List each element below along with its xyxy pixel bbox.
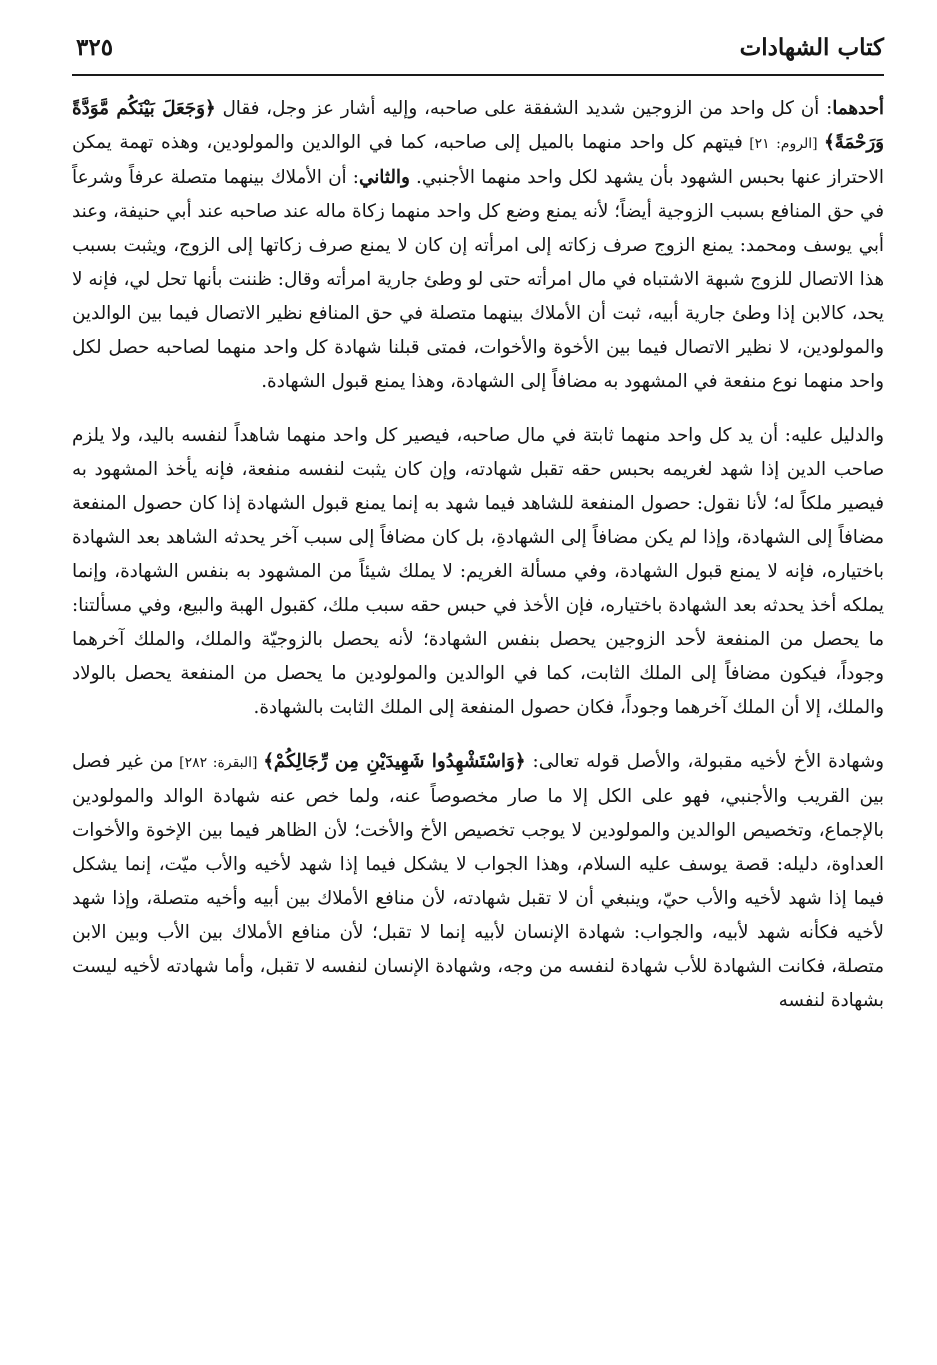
quran-verse-rum: ﴿وَجَعَلَ بَيْنَكُم مَّوَدَّةً وَرَحْمَةً﴾ [72, 98, 884, 153]
chapter-title: كتاب الشهادات [739, 34, 884, 61]
book-page [72, 30, 884, 1350]
verse-reference-baqarah: [البقرة: ٢٨٢] [173, 755, 264, 771]
page-number: ٣٢٥ [76, 34, 114, 61]
paragraph-3-text-a: وشهادة الأخ لأخيه مقبولة، والأصل قوله تعالى: [525, 751, 884, 772]
paragraph-1-text-c: : أن الأملاك بينهما متصلة عرفاً وشرعاً في حق المنافع بسبب الزوجية أيضاً؛ لأنه يمنع وضع كل واحد منهما زكاة ماله عند صاحبه عند أبي حنيفة، وعند أبي يوسف ومحمد: يمنع الزوج صرف زكاته إلى امرأته إن كان لا يمنع صرف زكاتها إلى الزوج، ويثبت بسبب هذا الاتصال للزوج شبهة الاشتباه في مال امرأته حتى لو وطئ جارية امرأته وقال: ظننت بأنها تحل لي، فإنه لا يحد، كالابن إذا وطئ جارية أبيه، ثبت أن الأملاك بينهما متصلة في حق المنافع نظير الاتصال فيما بين الوالدين والمولودين، لا نظير الاتصال فيما بين الأخوة والأخوات، فمتى قبلنا شهادة كل واحد منهما لصاحبه حصل لكل واحد منهما نوع منفعة في المشهود به مضافاً إلى الشهادة، وهذا يمنع قبول الشهادة. [72, 167, 884, 392]
quran-verse-baqarah: ﴿وَاسْتَشْهِدُوا شَهِيدَيْنِ مِن رِّجَالِكُمْ﴾ [263, 751, 526, 772]
paragraph-2: والدليل عليه: أن يد كل واحد منهما ثابتة في مال صاحبه، فيصير كل واحد منهما شاهداً لنفسه باليد، ولا يلزم صاحب الدين إذا شهد لغريمه بحبس حقه تقبل شهادته، وإن كان يثبت لنفسه منفعة، فإنه يأخذ المشهود به فيصير ملكاً له؛ لأنا نقول: حصول المنفعة للشاهد فيما شهد به إنما يمنع قبول الشهادة إذا كان حصول المنفعة مضافاً إلى الشهادة، وإذا لم يكن مضافاً إلى الشهادةِ، بل كان مضافاً إلى سبب آخر يحدثه الشاهد بعد الشهادة باختياره، فإنه لا يمنع قبول الشهادة، وفي مسألة الغريم: لا يملك شيئاً من المشهود به بنفس الشهادة، وإنما يملكه أخذ يحدثه بعد الشهادة باختياره، فإن الأخذ في حبس حقه سبب ملك، كقبول الهبة والبيع، وفي مسألتنا: ما يحصل من المنفعة لأحد الزوجين يحصل بنفس الشهادة؛ لأنه يحصل بالزوجيّة والملك، والملك آخرهما وجوداً، فيكون مضافاً إلى الملك الثابت، كما في الوالدين والمولودين ما يحصل من المنفعة يحصل بالولاد والملك، إلا أن الملك آخرهما وجوداً، فكان حصول المنفعة إلى الملك الثابت بالشهادة. [72, 425, 884, 718]
paragraph-3-text-b: من غير فصل بين القريب والأجنبي، فهو على الكل إلا ما صار مخصوصاً عنه، ولما خص عنه شهادة الوالد والمولودين بالإجماع، وتخصيص الوالدين والمولودين لا يوجب تخصيص الأخ والأخت؛ لأن الظاهر فيما بين الإخوة والأخوات العداوة، دليله: قصة يوسف عليه السلام، وهذا الجواب لا يشكل فيما إذا شهد لأخيه والأب ميّت، إنما يشكل فيما إذا شهد لأخيه والأب حيّ، وينبغي أن لا تقبل شهادته، لأن منافع الأملاك بين أبيه وأخيه متصلة، وإذا شهد لأخيه فكأنه شهد لأبيه، والجواب: شهادة الإنسان لأبيه إنما لا تقبل؛ لأن منافع الأملاك بين الأب وبين الابن متصلة، فكانت الشهادة للأب شهادة لنفسه من وجه، وشهادة الإنسان لنفسه لا تقبل، وأما شهادته لأخيه ليست بشهادة لنفسه [72, 751, 884, 1011]
running-header [72, 30, 884, 76]
paragraph-1-text-b: فيتهم كل واحد منهما بالميل إلى صاحبه، كما في الوالدين والمولودين، وهذه تهمة يمكن الاحتراز عنها بحبس الشهود بأن يشهد لكل واحد منهما الأجنبي. [72, 132, 884, 188]
lead-term-first: أحدهما [832, 98, 884, 119]
paragraph-3 [72, 745, 884, 1018]
body-text [72, 92, 884, 1018]
verse-reference-rum: [الروم: ٢١] [742, 136, 824, 152]
paragraph-1-text-a: : أن كل واحد من الزوجين شديد الشفقة على صاحبه، وإليه أشار عز وجل، فقال [215, 98, 833, 119]
lead-term-second: والثاني [358, 167, 410, 188]
paragraph-1 [72, 92, 884, 399]
